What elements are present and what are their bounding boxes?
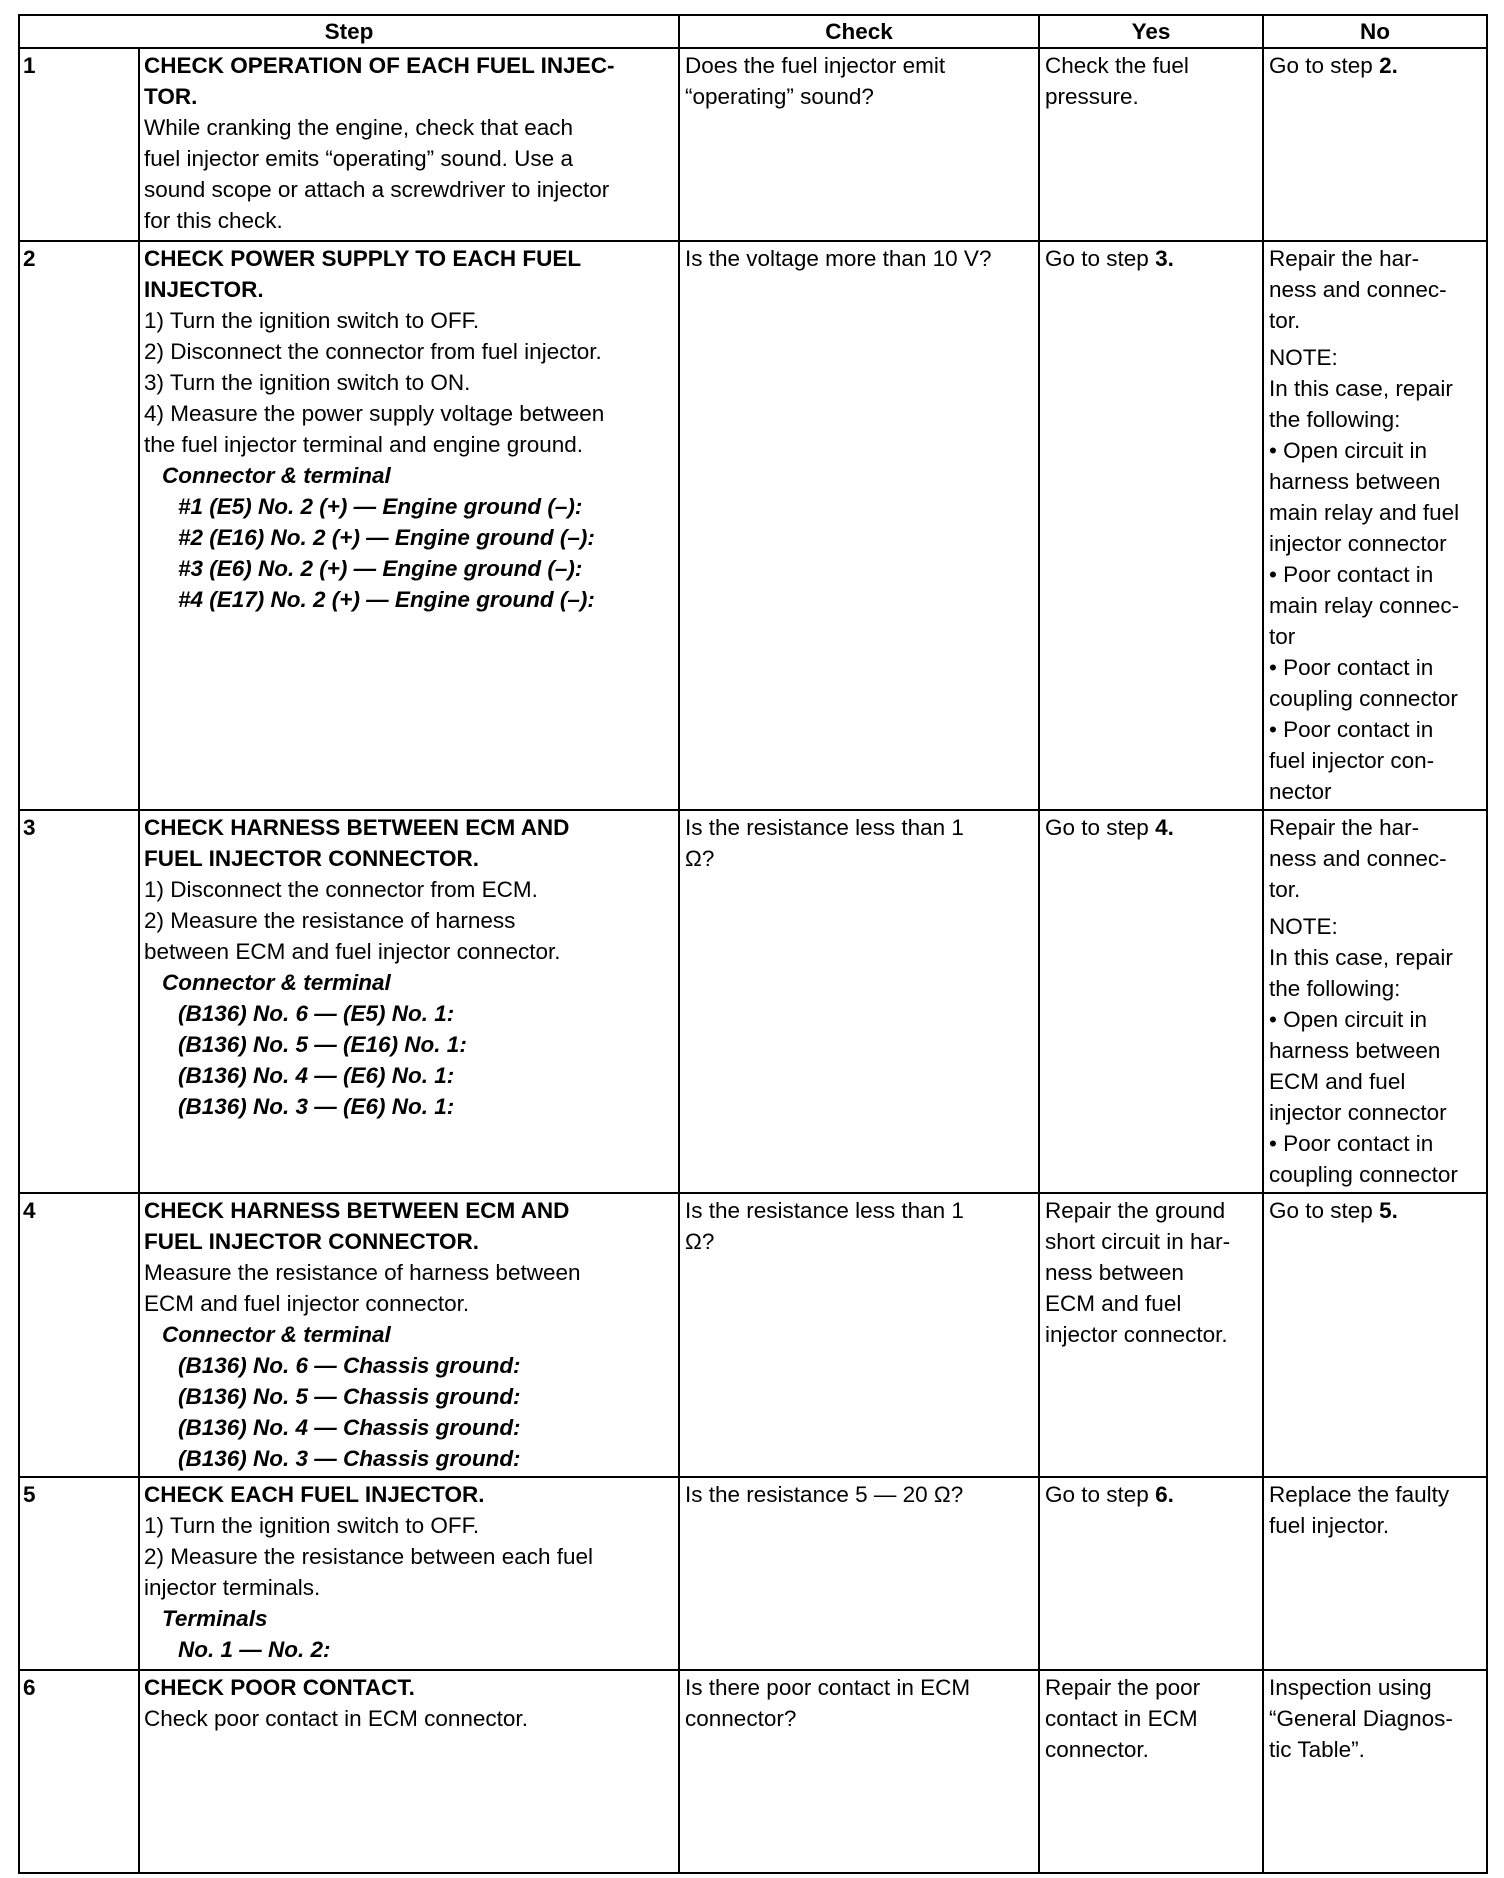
step-number: 3 [19,810,139,1193]
step-description [139,1477,679,1670]
table-row [19,1477,1487,1670]
note-block: NOTE: In this case, repair the following: • Open circuit in harness between main relay and fuel injector connector • Poor contact in main relay connec- tor • Poor contact in coupling connector • Poor contact in fuel injector con- nector [1269,345,1460,804]
no-cell: Inspection using “General Diagnos- tic Table”. [1263,1670,1487,1873]
check-cell: Does the fuel injector emit “operating” sound? [679,48,1039,241]
no-cell: Repair the har- ness and connec- tor. NOTE: In this case, repair the following: • Open circuit in harness between main relay and fuel injector connector • Poor contact in main relay connec- tor • Poor contact in coupling connector • Poor contact in fuel injector con- nector [1263,241,1487,810]
diagnostic-table [18,14,1488,1874]
table-row [19,810,1487,1193]
check-cell: Is there poor contact in ECM connector? [679,1670,1039,1873]
header-yes: Yes [1039,15,1263,48]
header-check: Check [679,15,1039,48]
note-block: NOTE: In this case, repair the following: • Open circuit in harness between ECM and fuel injector connector • Poor contact in coupling connector [1269,914,1458,1187]
step-number: 4 [19,1193,139,1477]
header-no: No [1263,15,1487,48]
step-body: 1) Turn the ignition switch to OFF. 2) Disconnect the connector from fuel injector. 3) Turn the ignition switch to ON. 4) Measure the power supply voltage between the fuel injector terminal and engine ground. [144,308,605,457]
step-body: 1) Turn the ignition switch to OFF. 2) Measure the resistance between each fuel injector terminals. [144,1513,594,1600]
yes-cell: Check the fuel pressure. [1039,48,1263,241]
yes-cell: Repair the poor contact in ECM connector. [1039,1670,1263,1873]
terminal-list: (B136) No. 6 — (E5) No. 1: (B136) No. 5 — (E16) No. 1: (B136) No. 4 — (E6) No. 1: (B136) No. 3 — (E6) No. 1: [178,1001,467,1119]
no-cell: Go to step 5. [1263,1193,1487,1477]
terminal-list: #1 (E5) No. 2 (+) — Engine ground (–): #2 (E16) No. 2 (+) — Engine ground (–): #3 (E6) No. 2 (+) — Engine ground (–): #4 (E17) No. 2 (+) — Engine ground (–): [178,494,595,612]
step-description [139,48,679,241]
check-cell: Is the resistance less than 1 Ω? [679,810,1039,1193]
step-title: CHECK HARNESS BETWEEN ECM AND FUEL INJECTOR CONNECTOR. [144,1198,570,1254]
step-title: CHECK EACH FUEL INJECTOR. [144,1482,485,1507]
step-number: 1 [19,48,139,241]
terminal-list: No. 1 — No. 2: [178,1637,331,1662]
table-row [19,241,1487,810]
step-number: 5 [19,1477,139,1670]
check-cell: Is the resistance less than 1 Ω? [679,1193,1039,1477]
table-row [19,48,1487,241]
step-body: Check poor contact in ECM connector. [144,1706,528,1731]
step-body: While cranking the engine, check that each fuel injector emits “operating” sound. Use a sound scope or attach a screwdriver to injector for this check. [144,115,610,233]
step-description [139,1193,679,1477]
no-cell: Replace the faulty fuel injector. [1263,1477,1487,1670]
step-description [139,241,679,810]
table-row [19,1670,1487,1873]
check-cell: Is the voltage more than 10 V? [679,241,1039,810]
yes-cell: Go to step 3. [1039,241,1263,810]
yes-cell: Repair the ground short circuit in har- ness between ECM and fuel injector connector. [1039,1193,1263,1477]
terminal-list: (B136) No. 6 — Chassis ground: (B136) No. 5 — Chassis ground: (B136) No. 4 — Chassis ground: (B136) No. 3 — Chassis ground: [178,1353,521,1471]
step-body: Measure the resistance of harness between ECM and fuel injector connector. [144,1260,581,1316]
header-row [19,15,1487,48]
header-step: Step [19,15,679,48]
no-cell: Repair the har- ness and connec- tor. NOTE: In this case, repair the following: • Open circuit in harness between ECM and fuel injector connector • Poor contact in coupling connector [1263,810,1487,1193]
connector-heading: Connector & terminal [162,1322,391,1347]
step-description [139,810,679,1193]
step-title: CHECK HARNESS BETWEEN ECM AND FUEL INJECTOR CONNECTOR. [144,815,570,871]
yes-cell: Go to step 6. [1039,1477,1263,1670]
connector-heading: Connector & terminal [162,463,391,488]
terminals-heading: Terminals [162,1606,268,1631]
table-row [19,1193,1487,1477]
step-number: 6 [19,1670,139,1873]
check-cell: Is the resistance 5 — 20 Ω? [679,1477,1039,1670]
no-cell: Go to step 2. [1263,48,1487,241]
step-title: CHECK POWER SUPPLY TO EACH FUEL INJECTOR. [144,246,582,302]
step-title: CHECK POOR CONTACT. [144,1675,415,1700]
step-body: 1) Disconnect the connector from ECM. 2) Measure the resistance of harness between ECM and fuel injector connector. [144,877,561,964]
connector-heading: Connector & terminal [162,970,391,995]
yes-cell: Go to step 4. [1039,810,1263,1193]
step-number: 2 [19,241,139,810]
step-title: CHECK OPERATION OF EACH FUEL INJEC- TOR. [144,53,615,109]
step-description [139,1670,679,1873]
